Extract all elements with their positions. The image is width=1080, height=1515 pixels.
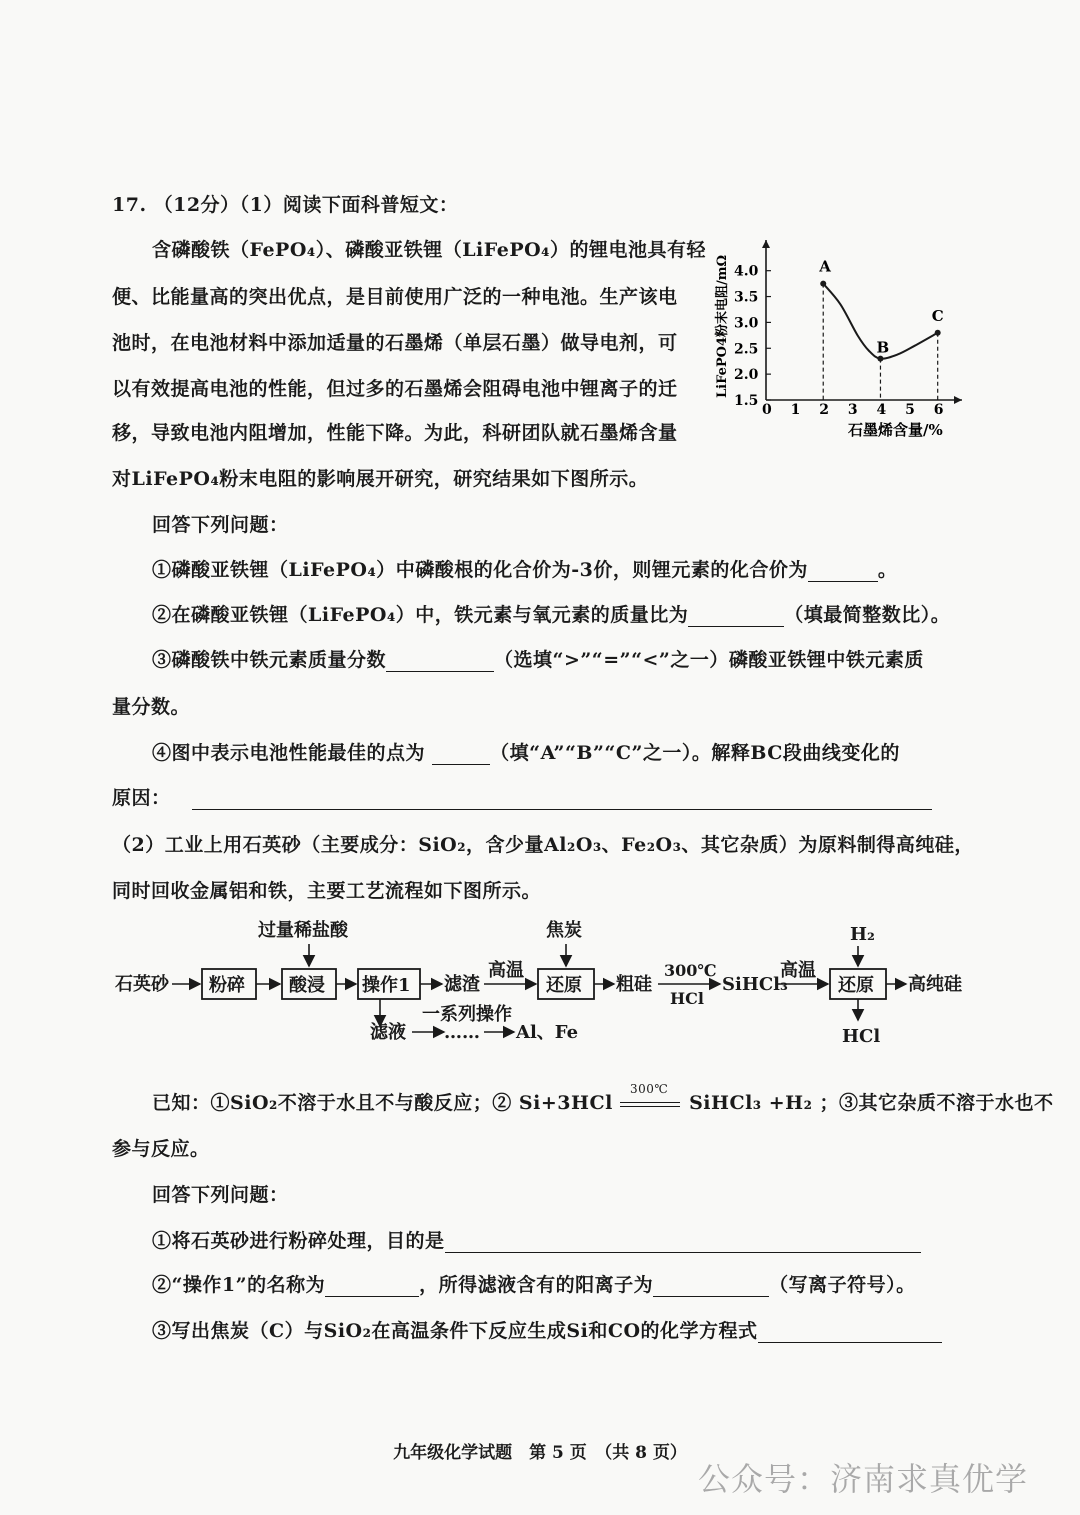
equation-sign <box>620 1082 682 1114</box>
flow-reagent-hcl: 过量稀盐酸 <box>258 920 348 941</box>
passage-line-1: 含磷酸铁（FePO₄）、磷酸亚铁锂（LiFePO₄）的锂电池具有轻 <box>152 239 706 261</box>
x-tick-label: 4 <box>876 402 887 418</box>
part2-intro-1: （2）工业上用石英砂（主要成分：SiO₂，含少量Al₂O₃、Fe₂O₃、其它杂质）为原料制得高纯硅， <box>112 834 974 856</box>
y-tick-label: 1.5 <box>734 393 759 409</box>
x-tick-label: 1 <box>790 402 801 418</box>
x-axis-label: 石墨烯含量/% <box>848 421 943 439</box>
answer-blank-4[interactable] <box>432 746 490 765</box>
question-4-reason-label: 原因： <box>112 787 171 809</box>
flow-cond-300: 300℃ <box>664 961 717 980</box>
flow-cond-hightemp2: 高温 <box>780 960 816 981</box>
part2-question-2-text: ②“操作1”的名称为 <box>152 1274 326 1296</box>
known-info-cont: 参与反应。 <box>112 1138 210 1160</box>
flow-cond-hcl: HCl <box>670 989 704 1008</box>
flow-box-op1-label: 操作1 <box>362 975 411 996</box>
point-label-C: C <box>931 306 944 325</box>
part2-question-3-text: ③写出焦炭（C）与SiO₂在高温条件下反应生成Si和CO的化学方程式 <box>152 1320 758 1342</box>
flow-box-leach-label: 酸浸 <box>289 975 325 996</box>
flow-box-crush-label: 粉碎 <box>209 975 245 996</box>
x-tick-label: 3 <box>847 402 858 418</box>
flow-box-reduce1-label: 还原 <box>546 975 582 996</box>
y-axis-label: LiFePO4粉末电阻/mΩ <box>715 254 730 398</box>
question-4-hint: （填“A”“B”“C”之一）。解释BC段曲线变化的 <box>490 742 900 764</box>
answer-blank-2[interactable] <box>688 608 784 627</box>
answer-blank-1[interactable] <box>808 563 878 582</box>
part2-blank-1[interactable] <box>445 1234 921 1253</box>
question-3-cont: 量分数。 <box>112 696 191 718</box>
flow-cond-hightemp: 高温 <box>488 960 524 981</box>
x-tick-label: 0 <box>762 402 772 418</box>
page-footer: 九年级化学试题 第 5 页 （共 8 页） <box>393 1443 687 1463</box>
part2-blank-2a[interactable] <box>325 1278 419 1297</box>
answer-blank-3[interactable] <box>386 653 494 672</box>
passage-line-5: 移，导致电池内阻增加，性能下降。为此，科研团队就石墨烯含量 <box>112 422 678 444</box>
answer-prompt: 回答下列问题： <box>152 514 289 536</box>
flow-byproduct-hcl: HCl <box>842 1026 881 1047</box>
watermark: 公众号：济南求真优学 <box>698 1460 1029 1498</box>
point-label-A: A <box>819 257 831 276</box>
passage-line-4: 以有效提高电池的性能，但过多的石墨烯会阻碍电池中锂离子的迁 <box>112 378 678 400</box>
flow-crude-si: 粗硅 <box>616 974 652 995</box>
passage-line-6: 对LiFePO₄粉末电阻的影响展开研究，研究结果如下图所示。 <box>112 468 649 490</box>
question-heading: 17. （12分）（1）阅读下面科普短文： <box>112 194 459 216</box>
question-4 <box>152 738 900 765</box>
y-axis-arrow <box>762 240 770 248</box>
part2-question-1-text: ①将石英砂进行粉碎处理，目的是 <box>152 1230 445 1252</box>
passage-line-2: 便、比能量高的突出优点，是目前使用广泛的一种电池。生产该电 <box>112 286 678 308</box>
x-tick-label: 2 <box>819 402 829 418</box>
part2-blank-3[interactable] <box>758 1324 942 1343</box>
question-2 <box>152 600 950 627</box>
process-flowchart <box>110 912 980 1052</box>
question-3-text: ③磷酸铁中铁元素质量分数 <box>152 649 387 671</box>
flow-series-ops: 一系列操作 <box>422 1004 512 1025</box>
question-3 <box>152 645 924 672</box>
flow-box-reduce2-label: 还原 <box>838 975 874 996</box>
flow-dots: …… <box>444 1022 480 1043</box>
y-tick-label: 2.0 <box>734 367 759 384</box>
question-4-reason <box>112 783 932 810</box>
y-tick-label: 2.5 <box>734 341 759 358</box>
resistance-chart <box>700 240 970 440</box>
part2-question-1 <box>152 1226 921 1253</box>
flow-residue: 滤渣 <box>444 974 480 995</box>
question-2-hint: （填最简整数比）。 <box>784 604 951 626</box>
answer-blank-reason[interactable] <box>192 791 932 810</box>
x-tick-label: 5 <box>905 402 915 418</box>
flow-reagent-h2: H₂ <box>850 924 875 945</box>
known-info-a: 已知：①SiO₂不溶于水且不与酸反应；② Si+3HCl <box>152 1092 613 1114</box>
flow-product: 高纯硅 <box>908 974 962 995</box>
question-4-text: ④图中表示电池性能最佳的点为 <box>152 742 426 764</box>
part2-question-2-hint: （写离子符号）。 <box>769 1274 916 1296</box>
y-tick-label: 3.5 <box>734 289 759 306</box>
point-A <box>820 281 826 287</box>
question-3-hint: （选填“>”“=”“<”之一）磷酸亚铁锂中铁元素质 <box>494 649 924 671</box>
part2-question-3 <box>152 1316 942 1343</box>
x-tick-label: 6 <box>933 402 944 418</box>
equation-condition: 300℃ <box>629 1082 669 1096</box>
part2-question-2 <box>152 1270 916 1297</box>
point-label-B: B <box>876 338 890 357</box>
answer-prompt-2: 回答下列问题： <box>152 1184 289 1206</box>
x-axis-arrow <box>954 396 962 404</box>
flow-sihcl3: SiHCl₃ <box>722 974 788 995</box>
part2-intro-2: 同时回收金属铝和铁，主要工艺流程如下图所示。 <box>112 880 542 902</box>
flow-reagent-coke: 焦炭 <box>546 920 582 941</box>
flow-metals: Al、Fe <box>516 1022 579 1043</box>
passage-line-3: 池时，在电池材料中添加适量的石墨烯（单层石墨）做导电剂，可 <box>112 332 678 354</box>
known-info-b: SiHCl₃ +H₂ ；③其它杂质不溶于水也不 <box>689 1092 1054 1114</box>
part2-blank-2b[interactable] <box>653 1278 769 1297</box>
flow-filtrate: 滤液 <box>370 1022 406 1043</box>
part2-question-2-mid: ，所得滤液含有的阳离子为 <box>419 1274 654 1296</box>
question-1 <box>152 555 897 582</box>
y-tick-label: 3.0 <box>734 315 759 332</box>
point-C <box>935 330 941 336</box>
y-tick-label: 4.0 <box>734 263 759 280</box>
question-1-end: 。 <box>877 559 898 581</box>
question-2-text: ②在磷酸亚铁锂（LiFePO₄）中，铁元素与氧元素的质量比为 <box>152 604 689 626</box>
flow-start: 石英砂 <box>115 974 169 995</box>
known-info <box>152 1082 1054 1115</box>
question-1-text: ①磷酸亚铁锂（LiFePO₄）中磷酸根的化合价为-3价，则锂元素的化合价为 <box>152 559 808 581</box>
